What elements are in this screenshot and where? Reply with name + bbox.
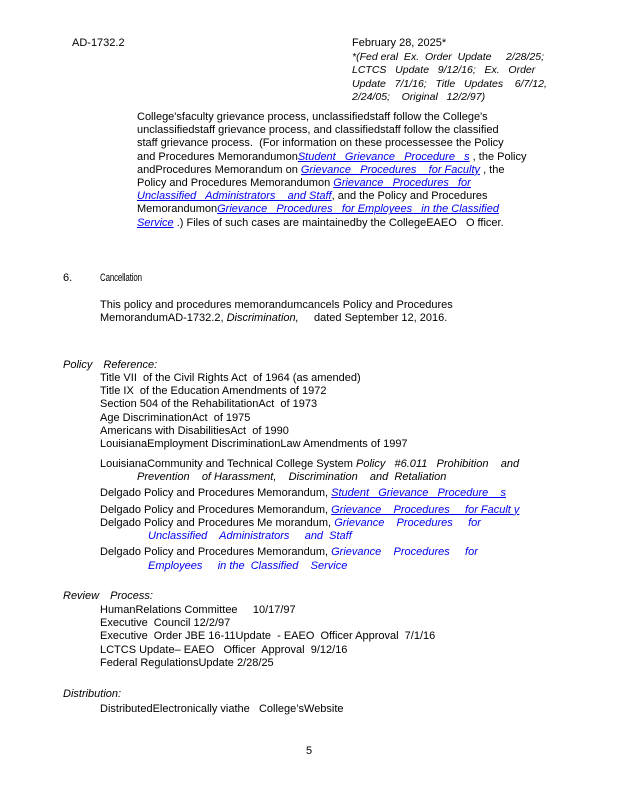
revision-note — [352, 51, 552, 104]
text-segment: Discrimination, — [226, 312, 299, 325]
header-right-block — [352, 37, 552, 104]
text-segment: , and the Policy and Procedures — [331, 190, 488, 203]
text-line — [100, 517, 600, 530]
text-segment: LCTCS Update 9/12/16; Ex. Order — [352, 64, 536, 77]
text-line — [137, 177, 577, 190]
text-line — [137, 137, 577, 150]
doc-number: AD-1732.2 — [72, 37, 125, 49]
text-line — [137, 164, 577, 177]
hyperlink[interactable]: Grievance Procedures for — [334, 517, 481, 530]
text-line — [100, 372, 600, 385]
text-line — [100, 630, 570, 643]
text-line — [100, 560, 600, 573]
policy-reference-list — [100, 372, 600, 573]
distribution-item: DistributedElectronically viathe College’sWebsite — [100, 703, 344, 715]
text-segment: Title VII of the Civil Rights Act of 1964 (as amended) — [100, 372, 361, 384]
text-line — [100, 530, 600, 543]
text-line — [137, 111, 577, 124]
text-segment: LCTCS Update– EAEO Officer Approval 9/12/16 — [100, 643, 348, 656]
text-line — [100, 471, 600, 484]
page-number: 5 — [305, 745, 313, 757]
text-segment: Section 504 of the RehabilitationAct of 1973 — [100, 398, 318, 411]
hyperlink[interactable]: Grievance Procedures for — [333, 177, 471, 190]
text-line — [352, 64, 552, 77]
text-line — [137, 203, 577, 216]
hyperlink[interactable]: Student Grievance Procedure s — [297, 150, 470, 163]
hyperlink[interactable]: Employees in the Classified Service — [148, 559, 348, 572]
text-segment: Title IX of the Education Amendments of 1972 — [100, 385, 327, 398]
text-segment: HumanRelations Committee 10/17/97 — [100, 604, 296, 616]
text-segment: , the Policy — [469, 150, 527, 163]
text-segment: Memorandumon — [137, 203, 218, 216]
hyperlink[interactable]: Grievance Procedures for Employees in the Classified — [217, 203, 499, 216]
grievance-paragraph — [137, 111, 577, 230]
text-segment: Executive Order JBE 16-11Update - EAEO Officer Approval 7/1/16 — [100, 630, 436, 643]
text-line — [100, 385, 600, 398]
section-title-cancellation: Cancellation — [100, 272, 142, 284]
text-segment: Delgado Policy and Procedures Memorandum, — [100, 546, 332, 559]
text-line — [352, 78, 552, 91]
hyperlink[interactable]: Grievance Procedures for Facult y — [331, 503, 520, 516]
text-segment: staff grievance process. (For information on these processessee the Policy — [137, 137, 504, 150]
text-segment: Americans with DisabilitiesAct of 1990 — [100, 424, 289, 437]
text-segment: *(Fed eral Ex. Order Update 2/28/25; — [352, 51, 545, 64]
text-line — [100, 398, 600, 411]
text-line — [100, 644, 570, 657]
text-segment: .) Files of such cases are maintainedby the CollegeEAEO O fficer. — [173, 216, 504, 229]
text-line — [100, 604, 570, 617]
text-segment: Policy #6.011 Prohibition and — [356, 458, 520, 471]
text-line — [100, 504, 600, 517]
text-line — [100, 657, 570, 670]
text-segment: unclassifiedstaff grievance process, and classifiedstaff follow the classified — [137, 124, 499, 137]
text-line — [352, 51, 552, 64]
text-segment: Executive Council 12/2/97 — [100, 617, 231, 630]
text-segment: MemorandumAD-1732.2, — [100, 312, 227, 325]
review-process-list — [100, 604, 570, 670]
hyperlink[interactable]: Student Grievance Procedure s — [331, 486, 506, 499]
review-process-heading: Review Process: — [63, 590, 153, 602]
text-line — [137, 217, 577, 230]
text-segment: Delgado Policy and Procedures Memorandum, — [100, 486, 332, 499]
text-line — [352, 91, 552, 104]
text-segment: This policy and procedures memorandumcancels Policy and Procedures — [100, 299, 453, 311]
text-segment: , the — [480, 163, 505, 176]
text-line — [100, 546, 600, 559]
text-line — [100, 458, 600, 471]
text-line — [100, 617, 570, 630]
hyperlink[interactable]: Service — [137, 216, 174, 229]
text-segment: Delgado Policy and Procedures Me morandum, — [100, 517, 335, 530]
doc-date: February 28, 2025* — [352, 37, 447, 49]
text-line — [100, 425, 600, 438]
text-line — [100, 312, 570, 325]
policy-reference-heading: Policy Reference: — [63, 359, 158, 371]
text-segment: Update 7/1/16; Title Updates 6/7/12, — [352, 77, 547, 90]
text-segment: and Procedures Memorandumon — [137, 150, 298, 163]
text-line — [100, 299, 570, 312]
text-segment: LouisianaCommunity and Technical College System — [100, 458, 356, 471]
hyperlink[interactable]: Unclassified Administrators and Staff — [148, 530, 352, 543]
hyperlink[interactable]: Unclassified Administrators and Staff — [137, 190, 332, 203]
text-segment: Prevention of Harassment, Discrimination and Retaliation — [137, 471, 447, 484]
text-segment: andProcedures Memorandum on — [137, 163, 301, 176]
text-segment: dated September 12, 2016. — [298, 312, 448, 325]
section-number: 6. — [63, 272, 73, 284]
hyperlink[interactable]: Grievance Procedures for Faculty — [300, 163, 481, 176]
text-line — [100, 438, 600, 451]
text-segment: 2/24/05; Original 12/2/97) — [352, 90, 486, 103]
text-segment: Federal RegulationsUpdate 2/28/25 — [100, 656, 274, 669]
text-segment: College'sfaculty grievance process, unclassifiedstaff follow the College's — [137, 111, 488, 123]
text-line — [137, 124, 577, 137]
text-segment: LouisianaEmployment DiscriminationLaw Amendments of 1997 — [100, 438, 408, 451]
hyperlink[interactable]: Grievance Procedures for — [331, 546, 478, 559]
text-segment: Age DiscriminationAct of 1975 — [100, 411, 251, 424]
text-line — [137, 151, 577, 164]
text-segment: Delgado Policy and Procedures Memorandum, — [100, 503, 332, 516]
text-line — [137, 190, 577, 203]
cancellation-body — [100, 299, 570, 325]
text-segment: Policy and Procedures Memorandumon — [137, 177, 334, 190]
text-line — [100, 412, 600, 425]
text-line — [100, 487, 600, 500]
distribution-heading: Distribution: — [63, 688, 122, 700]
